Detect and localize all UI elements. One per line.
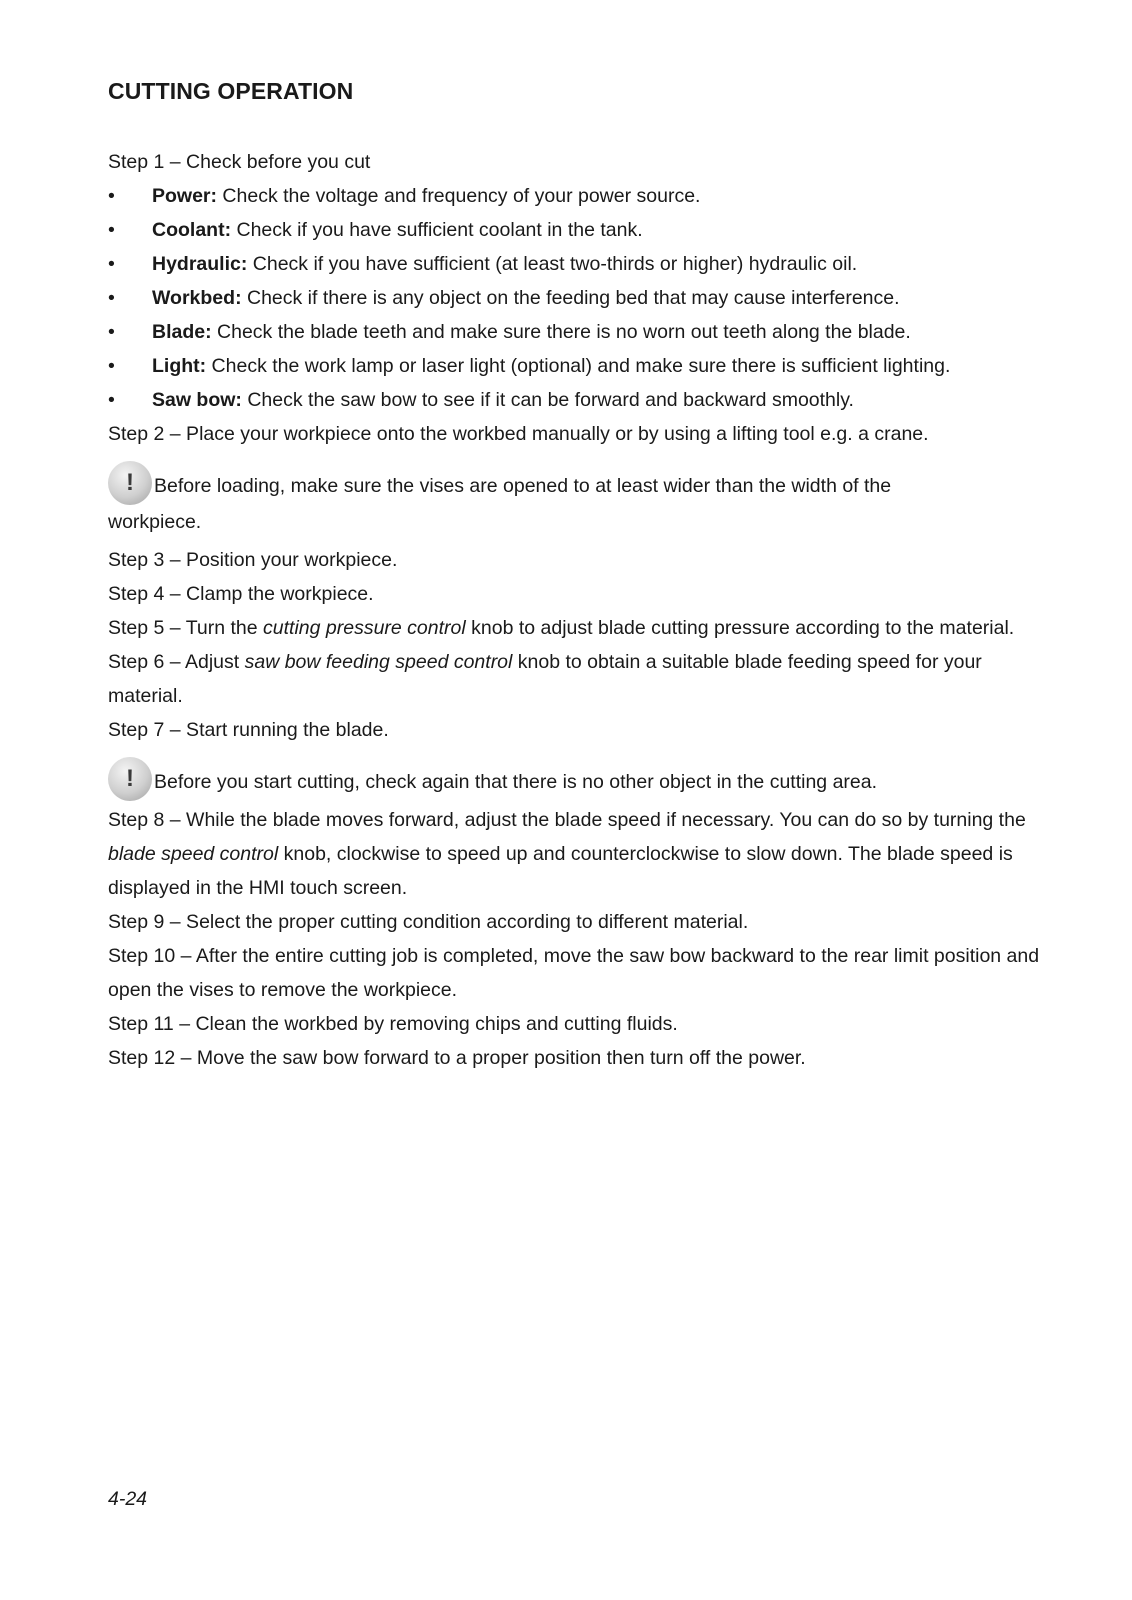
document-page <box>108 78 1048 1075</box>
check-item-power <box>108 179 1048 213</box>
check-term: Light: <box>152 355 207 377</box>
caution-text: Before loading, make sure the vises are opened to at least wider than the width of the <box>154 475 892 497</box>
step-text: Step 6 – Adjust <box>108 651 245 673</box>
bullet: • <box>108 185 115 207</box>
caution-text: Before you start cutting, check again that there is no other object in the cutting area. <box>154 771 878 793</box>
check-item-workbed <box>108 281 1048 315</box>
bullet: • <box>108 253 115 275</box>
section-title: CUTTING OPERATION <box>108 78 354 104</box>
check-term: Coolant: <box>152 219 232 241</box>
check-item-saw-bow <box>108 383 1048 417</box>
check-item-hydraulic <box>108 247 1048 281</box>
page-number: 4-24 <box>108 1488 148 1510</box>
step-6 <box>108 645 1048 713</box>
step-4: Step 4 – Clamp the workpiece. <box>108 583 374 605</box>
check-text: Check if there is any object on the feeding bed that may cause interference. <box>241 287 900 309</box>
check-text: Check the blade teeth and make sure there is no worn out teeth along the blade. <box>211 321 911 343</box>
check-term: Workbed: <box>152 287 242 309</box>
check-item-light <box>108 349 1048 383</box>
step-text: knob to adjust blade cutting pressure according to the material. <box>465 617 1015 639</box>
check-text: Check the saw bow to see if it can be forward and backward smoothly. <box>241 389 854 411</box>
check-text: Check if you have sufficient coolant in the tank. <box>231 219 643 241</box>
bullet: • <box>108 219 115 241</box>
check-list <box>108 179 1048 417</box>
step-10: Step 10 – After the entire cutting job is completed, move the saw bow backward to the rear limit position and open the vises to remove the workpiece. <box>108 945 1040 1001</box>
check-term: Hydraulic: <box>152 253 248 275</box>
exclamation-icon: ! <box>108 461 152 505</box>
check-term: Power: <box>152 185 218 207</box>
step-9: Step 9 – Select the proper cutting condition according to different material. <box>108 911 749 933</box>
bullet: • <box>108 389 115 411</box>
bullet: • <box>108 287 115 309</box>
bullet: • <box>108 355 115 377</box>
step-2: Step 2 – Place your workpiece onto the workbed manually or by using a lifting tool e.g. a crane. <box>108 423 929 445</box>
step-1: Step 1 – Check before you cut <box>108 151 371 173</box>
step-8 <box>108 803 1048 905</box>
step-3: Step 3 – Position your workpiece. <box>108 549 398 571</box>
step-12: Step 12 – Move the saw bow forward to a proper position then turn off the power. <box>108 1047 806 1069</box>
check-item-blade <box>108 315 1048 349</box>
check-term: Saw bow: <box>152 389 242 411</box>
control-name: cutting pressure control <box>263 617 466 639</box>
step-text: knob, clockwise to speed up and counterclockwise to slow down. The blade speed is displayed in the HMI touch screen. <box>108 843 1013 899</box>
step-text: Step 5 – Turn the <box>108 617 264 639</box>
control-name: blade speed control <box>108 843 279 865</box>
check-item-coolant <box>108 213 1048 247</box>
check-text: Check if you have sufficient (at least two-thirds or higher) hydraulic oil. <box>247 253 858 275</box>
check-text: Check the voltage and frequency of your power source. <box>217 185 701 207</box>
check-term: Blade: <box>152 321 212 343</box>
caution-text-continued: workpiece. <box>108 511 202 533</box>
bullet: • <box>108 321 115 343</box>
caution-note-cutting <box>108 757 1048 797</box>
step-11: Step 11 – Clean the workbed by removing chips and cutting fluids. <box>108 1013 678 1035</box>
step-text: knob to obtain a suitable blade feeding speed for your material. <box>108 651 982 707</box>
caution-note-loading <box>108 461 1048 501</box>
step-text: Step 8 – While the blade moves forward, adjust the blade speed if necessary. You can do so by turning the <box>108 809 1026 831</box>
control-name: saw bow feeding speed control <box>244 651 513 673</box>
exclamation-icon: ! <box>108 757 152 801</box>
step-7: Step 7 – Start running the blade. <box>108 719 389 741</box>
step-5 <box>108 611 1048 645</box>
check-text: Check the work lamp or laser light (optional) and make sure there is sufficient lighting. <box>206 355 951 377</box>
